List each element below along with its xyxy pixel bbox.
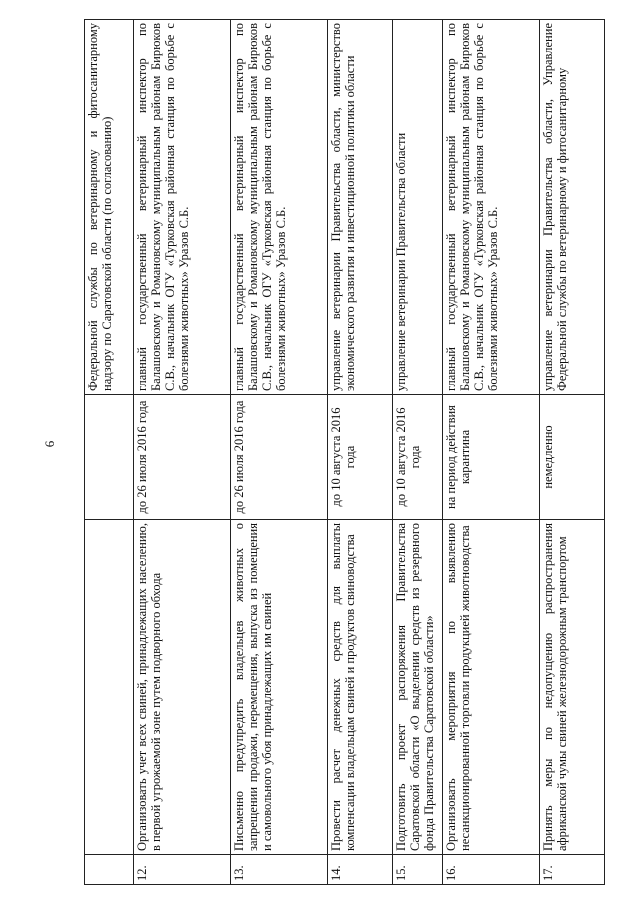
responsible-cell: главный государственный ветеринарный инспектор по Балашовскому и Романовскому муниципальным районам Бирюков С.В., начальник ОГУ «Турковская районная станция по борьбе с болезнями животных» Уразов С.Б. (134, 20, 231, 395)
deadline-cell: на период действия карантина (443, 395, 540, 520)
deadline-cell: до 26 июля 2016 года (231, 395, 328, 520)
task-cell: Подготовить проект распоряжения Правительства Саратовской области «О выделении средств из резервного фонда Правительства Саратовской области» (393, 520, 443, 855)
row-number: 12. (134, 855, 231, 885)
task-cell (85, 520, 134, 855)
deadline-cell: до 26 июля 2016 года (134, 395, 231, 520)
deadline-cell: немедленно (540, 395, 605, 520)
row-number: 16. (443, 855, 540, 885)
table-row (443, 20, 540, 885)
deadline-cell: до 10 августа 2016 года (393, 395, 443, 520)
measures-table-wrapper (84, 20, 621, 885)
responsible-cell: главный государственный ветеринарный инспектор по Балашовскому и Романовскому муниципальным районам Бирюков С.В., начальник ОГУ «Турковская районная станция по борьбе с болезнями животных» Уразов С.Б. (231, 20, 328, 395)
num-cell (85, 855, 134, 885)
table-row (540, 20, 605, 885)
task-cell: Принять меры по недопущению распространения африканской чумы свиней железнодорожным транспортом (540, 520, 605, 855)
task-cell: Провести расчет денежных средств для выплаты компенсации владельцам свиней и продуктов свиноводства (328, 520, 393, 855)
responsible-cell: управление ветеринарии Правительства области, Управление Федеральной службы по ветеринарному и фитосанитарному (540, 20, 605, 395)
responsible-cell: управление ветеринарии Правительства области (393, 20, 443, 395)
deadline-cell: до 10 августа 2016 года (328, 395, 393, 520)
measures-table (84, 19, 605, 885)
row-number: 17. (540, 855, 605, 885)
responsible-cell: главный государственный ветеринарный инспектор по Балашовскому и Романовскому муниципальным районам Бирюков С.В., начальник ОГУ «Турковская районная станция по борьбе с болезнями животных» Уразов С.Б. (443, 20, 540, 395)
table-row (328, 20, 393, 885)
responsible-cell: Федеральной службы по ветеринарному и фитосанитарному надзору по Саратовской области (по согласованию) (85, 20, 134, 395)
page-number: 6 (42, 440, 57, 448)
table-row-continued (85, 20, 134, 885)
row-number: 14. (328, 855, 393, 885)
deadline-cell (85, 395, 134, 520)
task-cell: Организовать учет всех свиней, принадлежащих населению, в первой угрожаемой зоне путем подворного обхода (134, 520, 231, 855)
row-number: 15. (393, 855, 443, 885)
responsible-cell: управление ветеринарии Правительства области, министерство экономического развития и инвестиционной политики области (328, 20, 393, 395)
row-number: 13. (231, 855, 328, 885)
table-row (231, 20, 328, 885)
task-cell: Письменно предупредить владельцев животных о запрещении продажи, перемещения, выпуска из помещения и самовольного убоя принадлежащих им свиней (231, 520, 328, 855)
task-cell: Организовать мероприятия по выявлению несанкционированной торговли продукцией животноводства (443, 520, 540, 855)
table-row (134, 20, 231, 885)
table-row (393, 20, 443, 885)
